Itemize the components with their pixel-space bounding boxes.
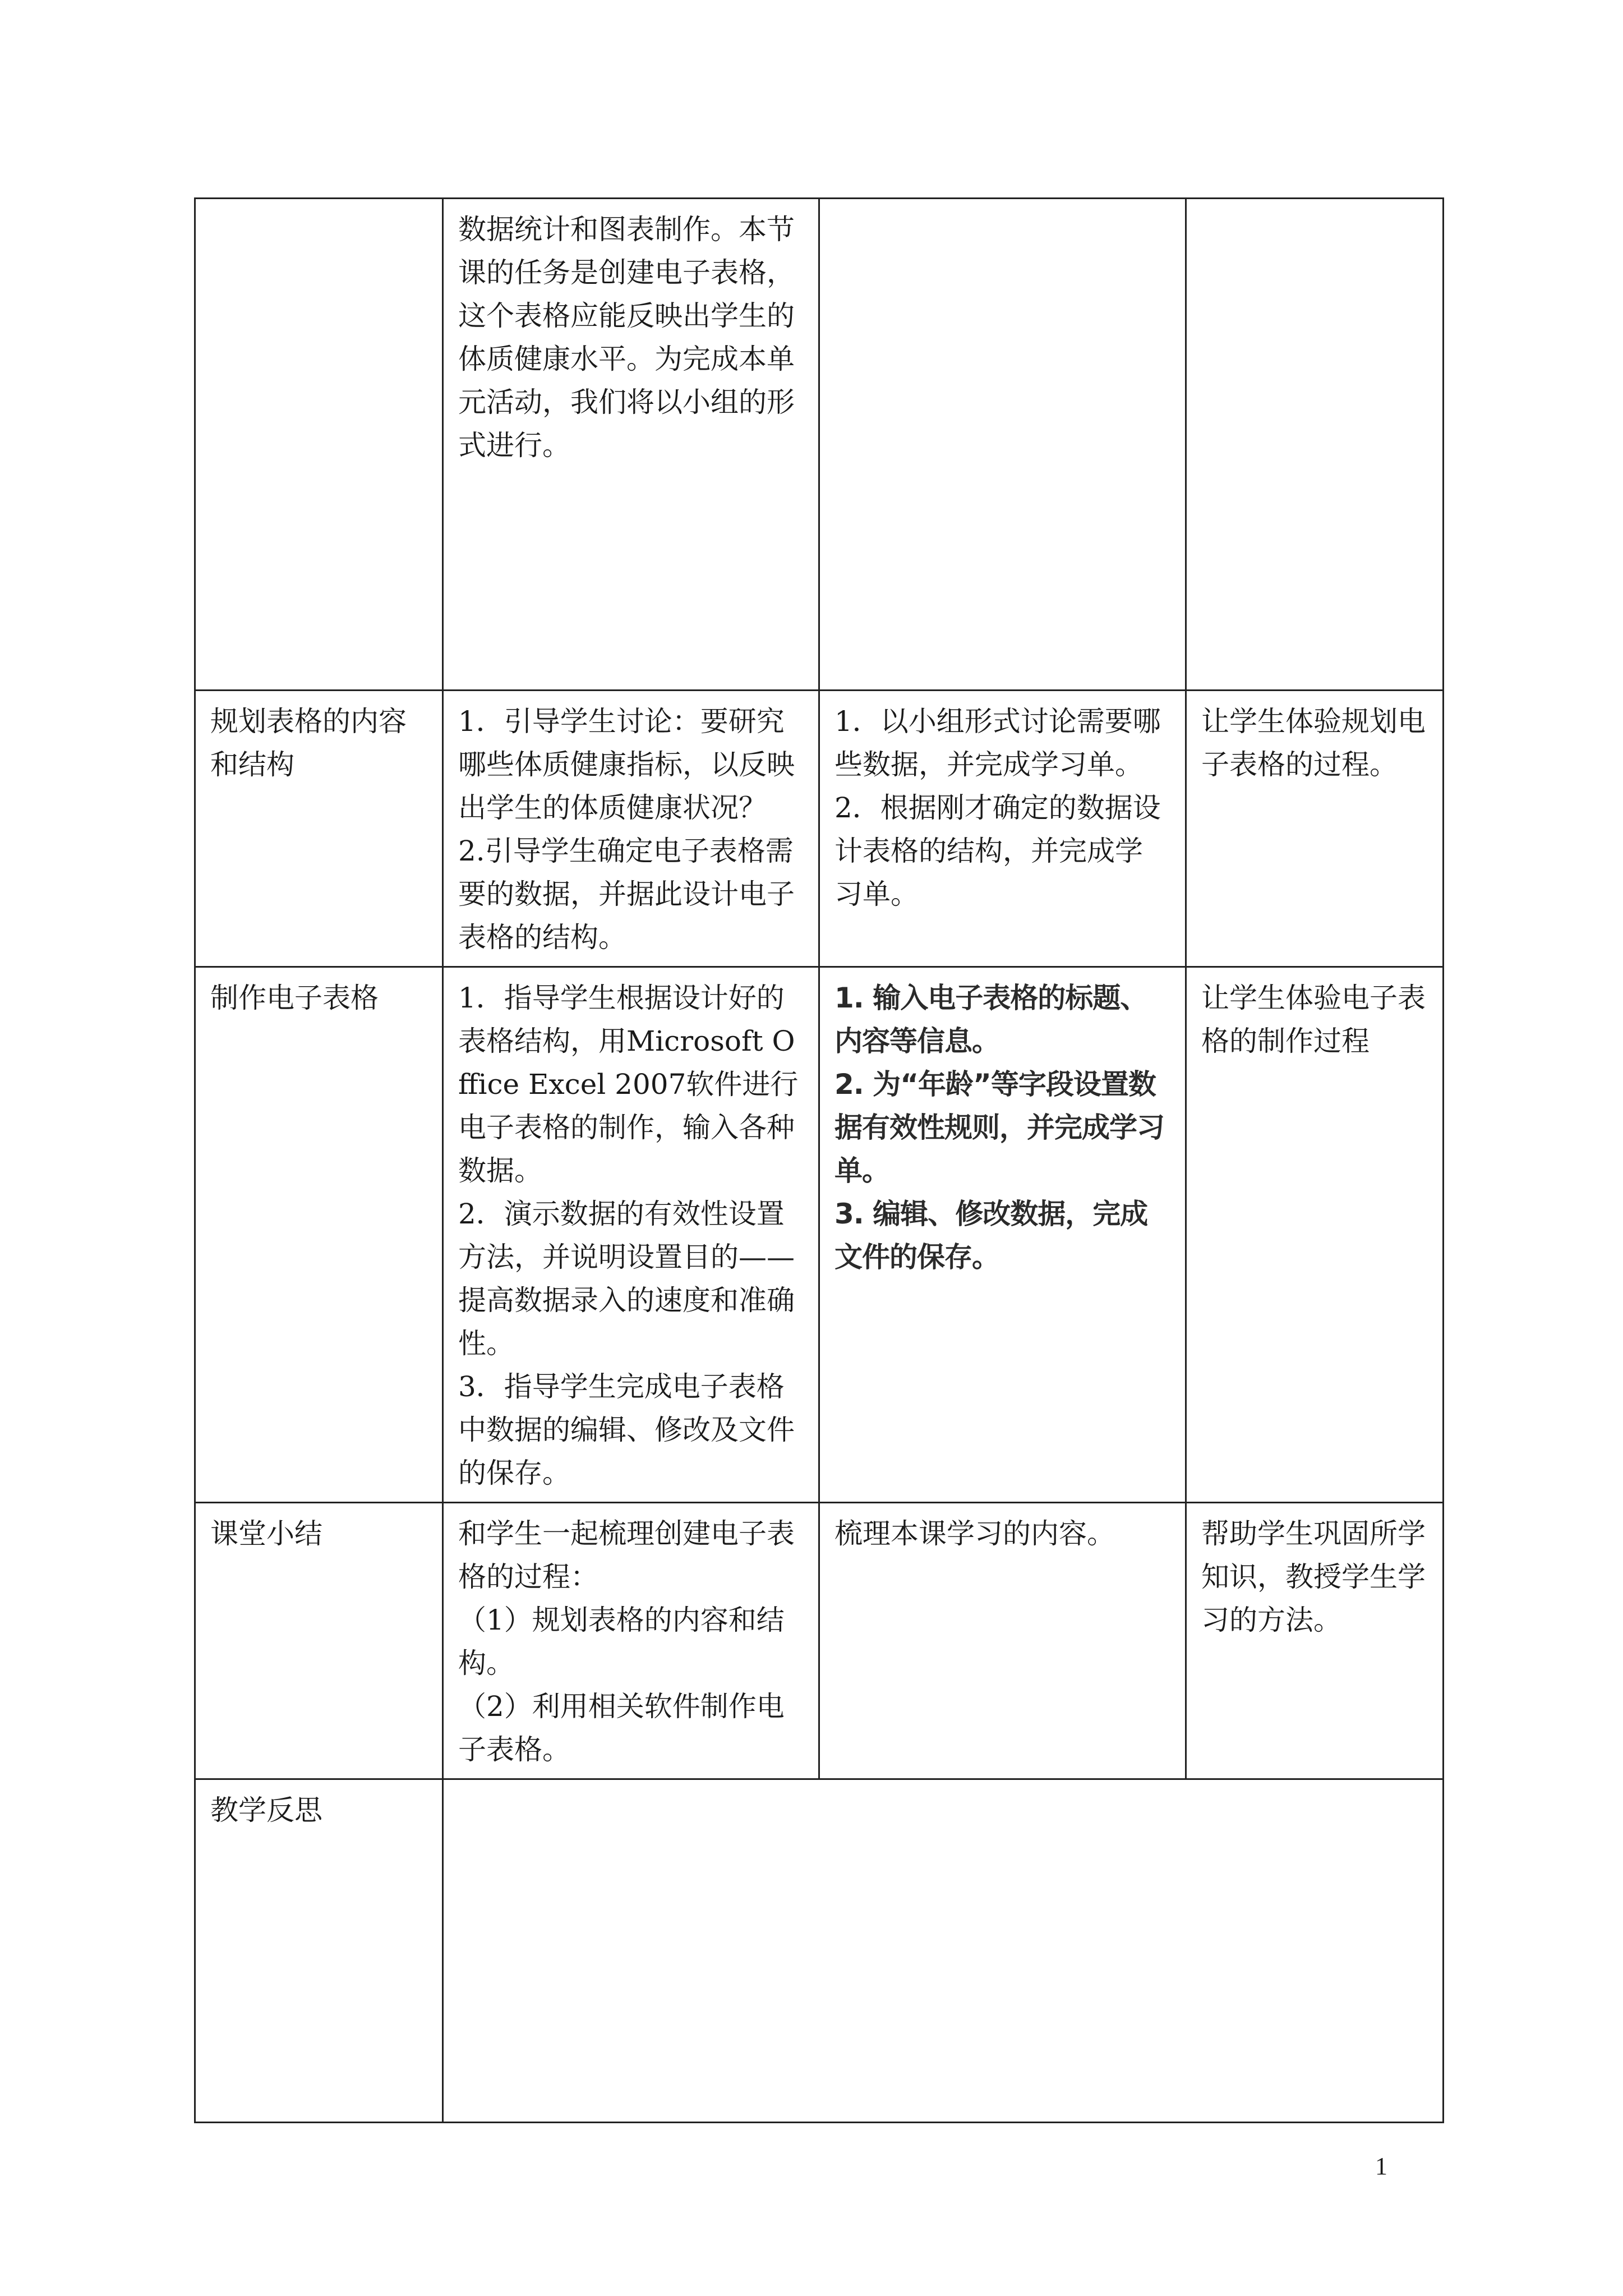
reflection-label: 教学反思 <box>195 1779 443 2123</box>
teacher-activity-text: 3．指导学生完成电子表格中数据的编辑、修改及文件的保存。 <box>458 1370 795 1489</box>
student-activity-cell <box>819 199 1186 691</box>
student-activity-text: 梳理本课学习的内容。 <box>834 1517 1115 1550</box>
teacher-activity-text: 2.引导学生确定电子表格需要的数据，并据此设计电子表格的结构。 <box>458 835 795 954</box>
table-row <box>195 691 1444 967</box>
student-activity-cell <box>819 1503 1186 1779</box>
teacher-activity-cell <box>443 691 819 967</box>
design-intent-cell: 让学生体验规划电子表格的过程。 <box>1186 691 1444 967</box>
teacher-activity-text: 2．演示数据的有效性设置方法，并说明设置目的——提高数据录入的速度和准确性。 <box>458 1198 795 1360</box>
lesson-plan-table <box>194 197 1444 2123</box>
stage-cell <box>195 199 443 691</box>
student-activity-text: 2. 为“年龄”等字段设置数据有效性规则，并完成学习单。 <box>834 1068 1164 1187</box>
teacher-activity-text: 数据统计和图表制作。本节课的任务是创建电子表格，这个表格应能反映出学生的体质健康水平。为完成本单元活动，我们将以小组的形式进行。 <box>458 213 795 462</box>
teacher-activity-cell <box>443 199 819 691</box>
teacher-activity-text: （2）利用相关软件制作电子表格。 <box>458 1690 785 1766</box>
stage-cell: 制作电子表格 <box>195 967 443 1503</box>
stage-cell: 课堂小结 <box>195 1503 443 1779</box>
student-activity-cell <box>819 967 1186 1503</box>
design-intent-cell: 让学生体验电子表格的制作过程 <box>1186 967 1444 1503</box>
teacher-activity-text: 1．引导学生讨论：要研究哪些体质健康指标，以反映出学生的体质健康状况？ <box>458 705 795 824</box>
page-number: 1 <box>1375 2152 1387 2180</box>
student-activity-text: 2．根据刚才确定的数据设计表格的结构，并完成学习单。 <box>834 792 1161 910</box>
teacher-activity-cell <box>443 967 819 1503</box>
table-row <box>195 1503 1444 1779</box>
student-activity-text: 3. 编辑、修改数据，完成文件的保存。 <box>834 1198 1148 1273</box>
teacher-activity-cell <box>443 1503 819 1779</box>
design-intent-cell: 帮助学生巩固所学知识，教授学生学习的方法。 <box>1186 1503 1444 1779</box>
table-row <box>195 199 1444 691</box>
design-intent-cell <box>1186 199 1444 691</box>
student-activity-text: 1. 输入电子表格的标题、内容等信息。 <box>834 982 1148 1057</box>
teacher-activity-text: 和学生一起梳理创建电子表格的过程： <box>458 1517 795 1593</box>
teacher-activity-text: 1．指导学生根据设计好的表格结构，用Microsoft Office Excel 2007软件进行电子表格的制作，输入各种数据。 <box>458 982 799 1187</box>
table-row <box>195 1779 1444 2123</box>
stage-cell: 规划表格的内容和结构 <box>195 691 443 967</box>
student-activity-cell <box>819 691 1186 967</box>
table-row <box>195 967 1444 1503</box>
reflection-content <box>443 1779 1444 2123</box>
student-activity-text: 1．以小组形式讨论需要哪些数据，并完成学习单。 <box>834 705 1161 781</box>
teacher-activity-text: （1）规划表格的内容和结构。 <box>458 1604 785 1680</box>
